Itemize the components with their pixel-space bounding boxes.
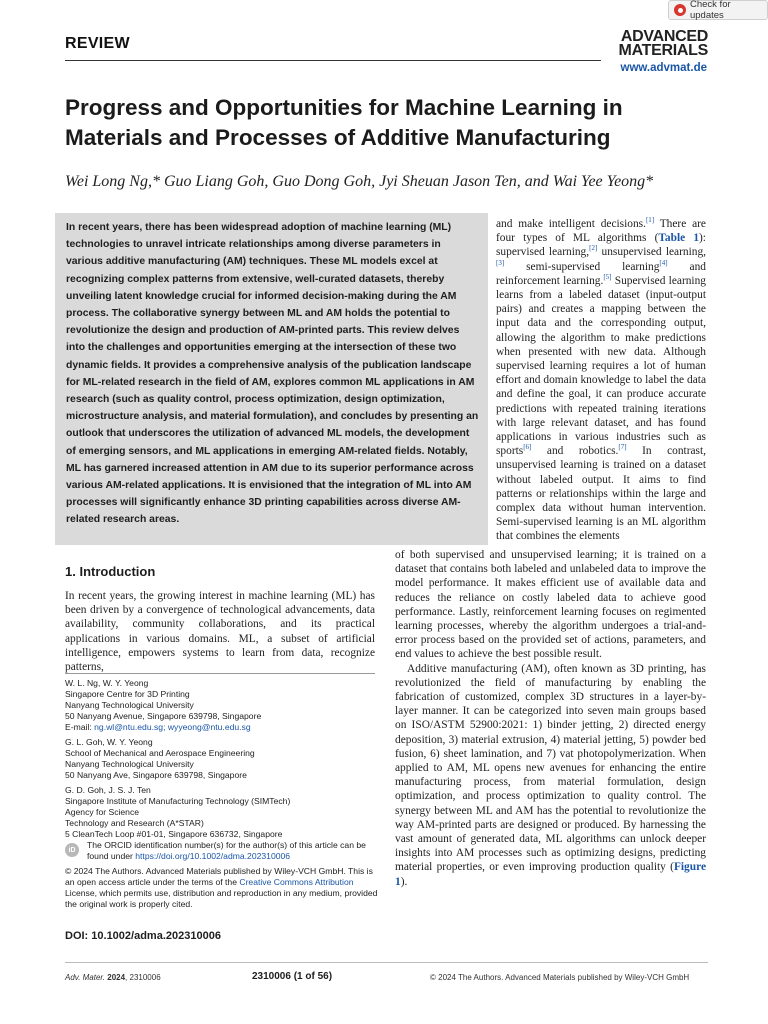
- email-line: [65, 722, 380, 733]
- affiliation-line: 50 Nanyang Ave, Singapore 639798, Singapore: [65, 770, 247, 780]
- footer-divider: [65, 962, 708, 963]
- body-text: Supervised learning learns from a labeled dataset (input-output pairs) and creates a mapping between the input data and the corresponding output, allowing the algorithm to make predictions when presented with new data. Although supervised learning requires a lot of human effort and domain knowledge to label the data and define the goal, it can produce accurate predictions with repeated training iterations with large relevant dataset, and has found applications in various industries such as sports: [496, 274, 706, 458]
- affiliation-line: Singapore Centre for 3D Printing: [65, 689, 190, 699]
- affiliation-line: Nanyang Technological University: [65, 759, 194, 769]
- license-link[interactable]: Creative Commons Attribution: [239, 877, 354, 887]
- citation-link[interactable]: [1]: [645, 216, 655, 225]
- affiliation-line: Agency for Science: [65, 807, 140, 817]
- license-text: License, which permits use, distribution and reproduction in any medium, provided the original work is properly cited.: [65, 888, 378, 909]
- license-note: [65, 866, 380, 910]
- header-divider: [65, 60, 601, 61]
- body-text: semi-supervised learning: [504, 260, 660, 273]
- citation-link[interactable]: [4]: [659, 258, 668, 267]
- affiliations-block: [65, 678, 380, 910]
- section-label: REVIEW: [65, 35, 130, 52]
- footer-copyright: © 2024 The Authors. Advanced Materials published by Wiley-VCH GmbH: [430, 973, 690, 982]
- body-text: unsupervised learning,: [597, 246, 706, 259]
- section-heading: 1. Introduction: [65, 564, 156, 579]
- body-paragraph: of both supervised and unsupervised learning; it is trained on a dataset that contains both labeled and unlabeled data to improve the model performance. It makes efficient use of available data and reduces the reliance on costly labeled data to achieve good performance. Lastly, reinforcement learning focuses on regimented learning processes, whereby the algorithm undergoes a trial-and-error process based on the provided set of actions, parameters, and end values to achieve the best possible result.: [395, 549, 706, 661]
- orcid-icon[interactable]: iD: [65, 843, 79, 857]
- footer-year: 2024: [107, 973, 126, 982]
- figure-reference-link[interactable]: Figure 1: [395, 861, 706, 888]
- email-link[interactable]: ng.wl@ntu.edu.sg; wyyeong@ntu.edu.sg: [94, 722, 251, 732]
- crossmark-icon: [674, 4, 686, 16]
- body-text: Additive manufacturing (AM), often known as 3D printing, has revolutionized the field of manufacturing by enabling the fabrication of customized, complex 3D structures in a layer-by-layer manner. It can be categorized into seven main groups based on ISO/ASTM 52900:2021: 1) binder jetting, 2) directed energy deposition, 3) material extrusion, 4) material jetting, 5) powder bed fusion, 6) sheet lamination, and 7) vat photopolymerization. When applied to AM, ML opens new avenues for enhancing the entire manufacturing process, from material formulation, design optimization, and process optimization to quality control. The synergy between ML and AM has the potential to revolutionize the way AM-printed parts are designed or produced. By harnessing the vast amount of generated data, ML algorithms can unlock deeper insights into AM processes such as optimizing designs, predicting material properties, or even improving production quality (: [395, 662, 706, 874]
- footer-journal-abbrev: Adv. Mater.: [65, 973, 106, 982]
- affiliation-line: School of Mechanical and Aerospace Engineering: [65, 748, 255, 758]
- author-list: Wei Long Ng,* Guo Liang Goh, Guo Dong Goh, Jyi Sheuan Jason Ten, and Wai Yee Yeong*: [65, 173, 654, 190]
- affiliation-names: G. D. Goh, J. S. J. Ten: [65, 785, 151, 795]
- orcid-doi-link[interactable]: https://doi.org/10.1002/adma.202310006: [135, 851, 291, 861]
- affiliation-line: 50 Nanyang Avenue, Singapore 639798, Singapore: [65, 711, 262, 721]
- citation-link[interactable]: [3]: [496, 258, 505, 267]
- journal-logo-line2: MATERIALS: [618, 42, 708, 59]
- citation-link[interactable]: [2]: [589, 244, 598, 253]
- abstract-text: In recent years, there has been widespread adoption of machine learning (ML) technologies to unravel intricate relationships among diverse parameters in various additive manufacturing (AM) techniques. These ML models excel at recognizing complex patterns from extensive, well-curated datasets, thereby unveiling latent knowledge crucial for informed decision-making during the AM process. The collaborative synergy between ML and AM holds the potential to revolutionize the design and production of AM-printed parts. This review delves into the challenges and opportunities emerging at the intersection of these two dynamic fields. It provides a comprehensive analysis of the publication landscape for ML-related research in the field of AM, explores common ML applications in AM research (such as quality control, process optimization, design optimization, microstructure analysis, and material formulation), and concludes by presenting an outlook that underscores the utilization of advanced ML models, the development of emerging sensors, and ML applications in emerging AM-related fields. Notably, ML has garnered increased attention in AM due to its superior performance across various AM-related applications. It is envisioned that the integration of ML into AM processes will significantly enhance 3D printing capabilities across diverse AM-related research areas.: [66, 222, 479, 526]
- footer-page-number: 2310006 (1 of 56): [252, 971, 333, 982]
- journal-url-link[interactable]: www.advmat.de: [620, 62, 707, 74]
- table-reference-link[interactable]: Table 1: [658, 232, 700, 245]
- right-column-main: [395, 548, 706, 889]
- body-text: and make intelligent decisions.: [496, 218, 646, 230]
- body-text: There are four types of ML algorithms (: [496, 218, 706, 245]
- affiliation-line: Singapore Institute of Manufacturing Technology (SIMTech): [65, 796, 291, 806]
- doi-label: DOI: 10.1002/adma.202310006: [65, 930, 221, 942]
- footer-article-number: , 2310006: [125, 973, 161, 982]
- citation-link[interactable]: [7]: [618, 443, 627, 452]
- body-text: and robotics.: [531, 445, 619, 458]
- affiliation-line: Nanyang Technological University: [65, 700, 194, 710]
- journal-logo-line1: ADVANCED: [620, 28, 708, 45]
- body-paragraph: [395, 662, 706, 889]
- body-text: In contrast, unsupervised learning is trained on a dataset without labeled output. It aims to find patterns or relationships within the large and complex data without human intervention. Semi-supervised learning is an ML algorithm that combines the elements: [496, 445, 706, 543]
- affiliation-line: Technology and Research (A*STAR): [65, 818, 204, 828]
- affiliation-names: G. L. Goh, W. Y. Yeong: [65, 737, 153, 747]
- right-column-top: [496, 217, 706, 544]
- body-text: ).: [400, 875, 408, 888]
- journal-logo: [604, 30, 708, 58]
- abstract-box: [55, 213, 488, 545]
- orcid-note: [65, 840, 380, 862]
- intro-paragraph: In recent years, the growing interest in machine learning (ML) has been driven by a convergence of technological advancements, data availability, community collaborations, and its practical applications in various domains. ML, a subset of artificial intelligence, empowers systems to learn from data, recognize patterns,: [65, 590, 375, 674]
- license-text: © 2024 The Authors. Advanced Materials published by Wiley-VCH GmbH. This is an open access article under the terms of the: [65, 866, 373, 887]
- affiliation-names: W. L. Ng, W. Y. Yeong: [65, 678, 149, 688]
- article-title: Progress and Opportunities for Machine Learning in Materials and Processes of Additive Manufacturing: [65, 95, 623, 150]
- check-for-updates-label: Check for updates: [689, 0, 731, 21]
- email-label: E-mail:: [65, 722, 95, 732]
- body-text: and reinforcement learning.: [496, 260, 706, 287]
- citation-link[interactable]: [6]: [523, 443, 532, 452]
- body-text: ): supervised learning,: [496, 232, 706, 259]
- check-for-updates-button[interactable]: [668, 0, 768, 20]
- affiliation-line: 5 CleanTech Loop #01-01, Singapore 636732, Singapore: [65, 829, 283, 839]
- orcid-text: The ORCID identification number(s) for the author(s) of this article can be found under: [87, 840, 366, 861]
- footer-journal-citation: [65, 973, 161, 982]
- affiliation-divider: [65, 673, 375, 674]
- citation-link[interactable]: [5]: [603, 273, 612, 282]
